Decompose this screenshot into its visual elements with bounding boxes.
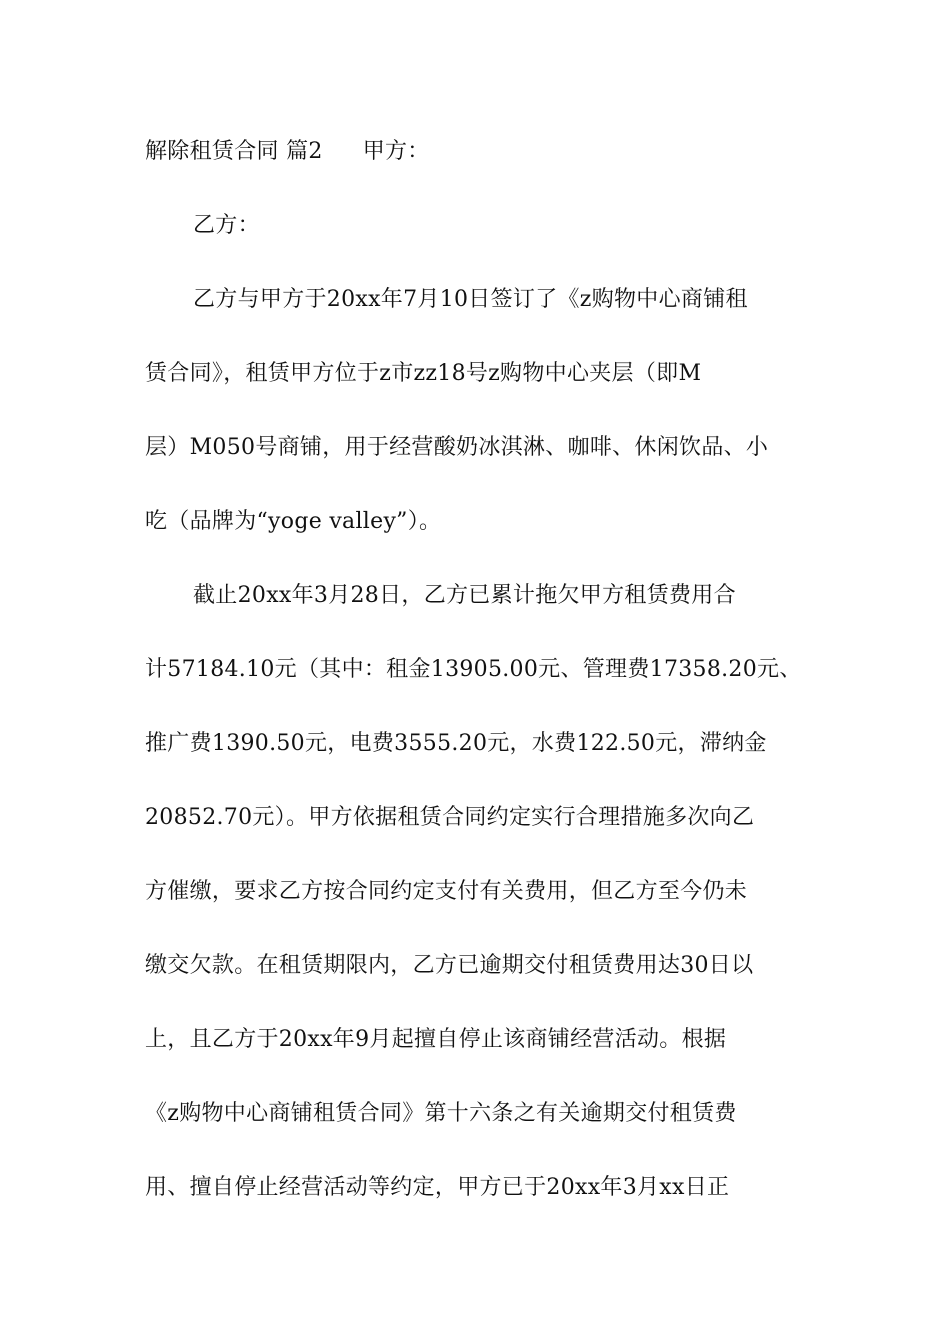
paragraph-line: 截止20xx年3月28日，乙方已累计拖欠甲方租赁费用合 xyxy=(193,583,736,608)
party-b-label: 乙方： xyxy=(193,213,260,238)
document-heading: 解除租赁合同 篇2 xyxy=(145,139,323,164)
paragraph-line: 《z购物中心商铺租赁合同》第十六条之有关逾期交付租赁费 xyxy=(145,1101,737,1126)
paragraph-line: 推广费1390.50元，电费3555.20元，水费122.50元，滞纳金 xyxy=(145,731,767,756)
paragraph-line: 方催缴，要求乙方按合同约定支付有关费用，但乙方至今仍未 xyxy=(145,879,748,904)
paragraph-line: 计57184.10元（其中：租金13905.00元、管理费17358.20元、 xyxy=(145,657,802,682)
heading-line xyxy=(145,138,845,166)
paragraph-line: 层）M050号商铺，用于经营酸奶冰淇淋、咖啡、休闲饮品、小 xyxy=(145,435,769,460)
paragraph-line: 缴交欠款。在租赁期限内，乙方已逾期交付租赁费用达30日以 xyxy=(145,953,754,978)
paragraph-line: 赁合同》，租赁甲方位于z市zz18号z购物中心夹层（即M xyxy=(145,361,702,386)
paragraph-line: 上，且乙方于20xx年9月起擅自停止该商铺经营活动。根据 xyxy=(145,1027,727,1052)
paragraph-line: 20852.70元）。甲方依据租赁合同约定实行合理措施多次向乙 xyxy=(145,805,755,830)
party-a-label: 甲方： xyxy=(362,139,430,164)
paragraph-line: 乙方与甲方于20xx年7月10日签订了《z购物中心商铺租 xyxy=(193,287,748,312)
paragraph-line: 吃（品牌为“yoge valley”）。 xyxy=(145,509,442,534)
paragraph-line: 用、擅自停止经营活动等约定，甲方已于20xx年3月xx日正 xyxy=(145,1175,730,1200)
